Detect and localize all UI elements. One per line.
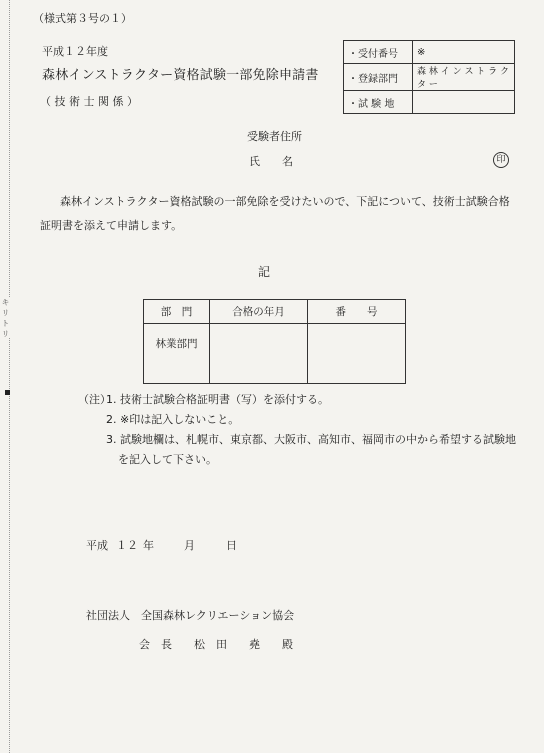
date-year: １２: [116, 539, 138, 552]
organization-name: 社団法人 全国森林レクリエーション協会: [86, 609, 295, 622]
reception-box: [343, 40, 515, 114]
reception-label: ・試 験 地: [344, 91, 413, 114]
address-label: 受験者住所: [247, 130, 302, 143]
reception-row: [344, 91, 515, 114]
notes-prefix: （注）: [78, 393, 111, 406]
reception-label: ・受付番号: [344, 41, 413, 64]
header-number: 番 号: [308, 300, 406, 324]
year-label: 平成１２年度: [42, 45, 108, 58]
date-day-unit: 日: [226, 539, 237, 552]
note-item: 1. 技術士試験合格証明書（写）を添付する。: [106, 393, 329, 406]
reception-number-field[interactable]: ※: [413, 41, 515, 64]
date-month-unit: 月: [184, 539, 195, 552]
header-pass-date: 合格の年月: [210, 300, 308, 324]
form-number: （様式第３号の１）: [33, 12, 132, 25]
date-era: 平成: [86, 539, 108, 552]
date-year-unit: 年: [143, 539, 154, 552]
exemption-table: [143, 299, 406, 384]
body-text-line1: 森林インストラクター資格試験の一部免除を受けたいので、下記について、技術士試験合格: [60, 195, 510, 208]
reception-row: [344, 64, 515, 91]
note-item: 3. 試験地欄は、札幌市、東京都、大阪市、高知市、福岡市の中から希望する試験地: [106, 433, 516, 446]
form-subtitle: （ 技 術 士 関 係 ）: [40, 95, 138, 108]
division-cell: 林業部門: [144, 324, 210, 384]
cut-line: [9, 0, 10, 753]
reception-row: [344, 41, 515, 64]
name-label: 氏 名: [249, 155, 293, 168]
exam-site-field[interactable]: [413, 91, 515, 114]
header-division: 部 門: [144, 300, 210, 324]
table-row: [144, 324, 406, 384]
registration-division-field[interactable]: 森 林 イ ン ス ト ラ ク タ ー: [413, 64, 515, 91]
pass-date-cell[interactable]: [210, 324, 308, 384]
note-continuation: を記入して下さい。: [118, 453, 217, 466]
reception-label: ・登録部門: [344, 64, 413, 91]
form-title: 森林インストラクター資格試験一部免除申請書: [42, 68, 319, 83]
organization-representative: 会 長 松 田 堯 殿: [139, 638, 293, 651]
table-header-row: [144, 300, 406, 324]
note-item: 2. ※印は記入しないこと。: [106, 413, 240, 426]
body-text-line2: 証明書を添えて申請します。: [40, 219, 183, 232]
ki-heading: 記: [258, 265, 271, 279]
cut-mark-label: キ リ ト リ: [3, 298, 15, 338]
number-cell[interactable]: [308, 324, 406, 384]
cut-mark-dot: [5, 390, 10, 395]
seal-mark: 印: [493, 152, 509, 168]
